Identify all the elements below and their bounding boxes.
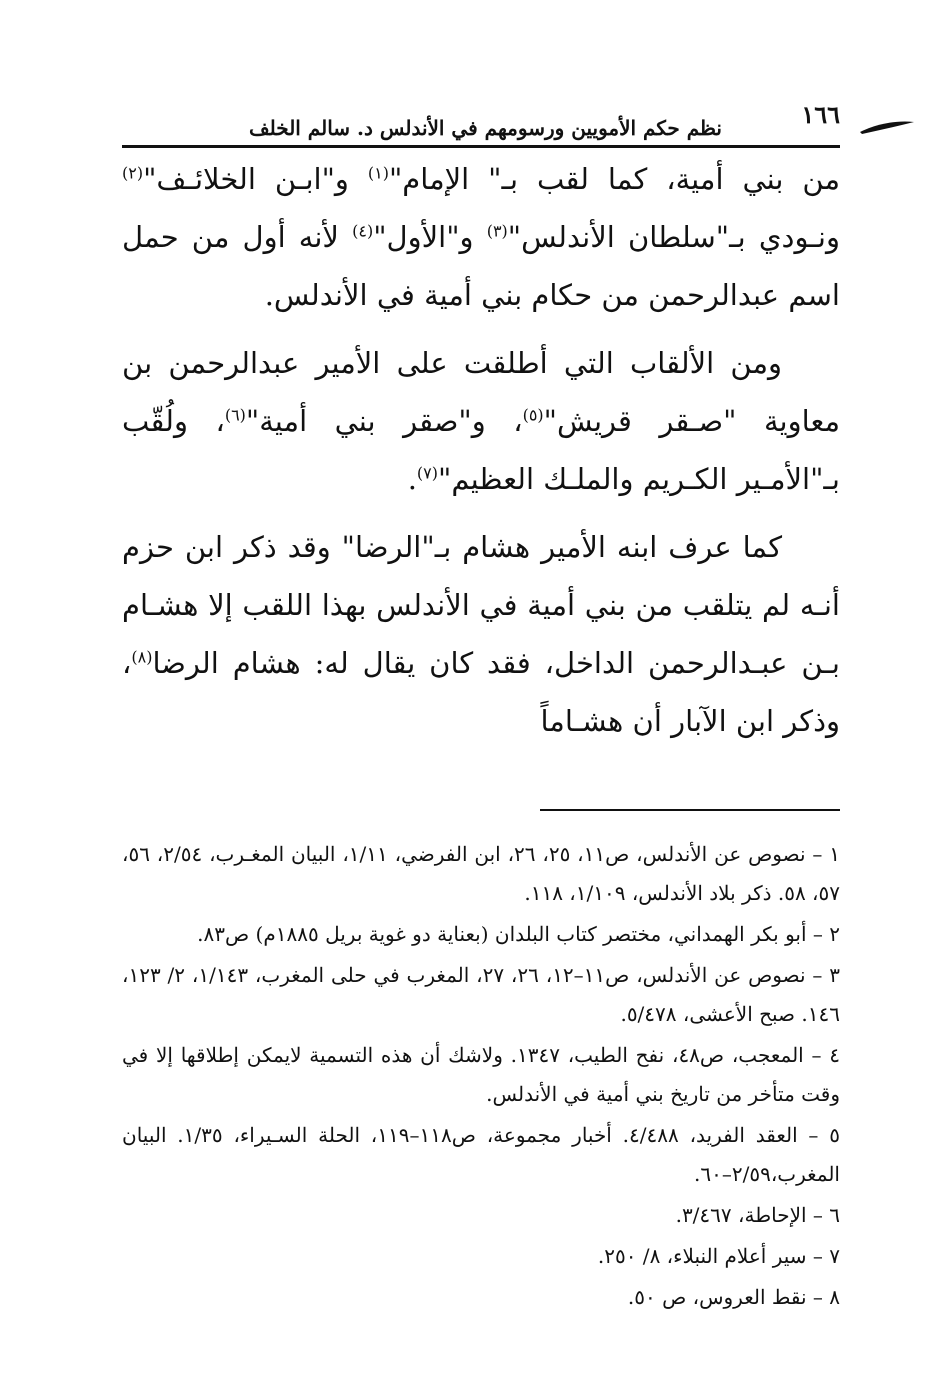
footnote-5: ٥ – العقد الفريد، ٤/٤٨٨. أخبار مجموعة، ص١١٨–١١٩، الحلة السـيراء، ١/٣٥. البيان المغرب،٢/٥٩–٦٠. [122,1123,840,1186]
footnote-3: ٣ – نصوص عن الأندلس، ص١١–١٢، ٢٦، ٢٧، المغرب في حلى المغرب، ١/١٤٣، ٢/ ١٢٣، ١٤٦. صبح الأعشى، ٥/٤٧٨. [122,963,841,1026]
footnotes [122,835,840,1319]
text-run: ، وذكر ابن الآبار أن هشـاماً [122,646,840,738]
text-run: ومن الألقاب التي أطلقت على الأمير عبدالرحمن بن معاوية "صـقر قريش" [122,346,840,438]
paragraph-1 [122,150,840,324]
footnote-ref: (٢) [122,163,144,183]
text-run: من بني أمية، كما لقب بـ" الإمام" [388,162,840,196]
text-run: و"ابـن الخلائـف" [143,162,368,196]
running-title: نظم حكم الأمويين ورسومهم في الأندلس د. سالم الخلف [248,116,722,140]
text-run: لأنه أول من حمل اسم عبدالرحمن من حكام بني أمية في الأندلس. [122,220,840,312]
footnote-ref: (٣) [486,221,508,241]
header-rule [122,145,840,148]
footnote-1: ١ – نصوص عن الأندلس، ص١١، ٢٥، ٢٦، ابن الفرضي، ١/١١، البيان المغـرب، ٢/٥٤، ٥٦، ٥٧، ٥٨. ذكر بلاد الأندلس، ١/١٠٩، ١١٨. [122,842,840,905]
text-run: . [407,462,417,496]
footnote-8: ٨ – نقط العروس، ص ٥٠. [627,1285,840,1309]
main-text [122,150,840,760]
footnote-ref: (٨) [131,647,153,667]
text-run: و"الأول" [373,220,487,254]
text-run: ، و"صقر بني أمية" [245,404,523,438]
footnote-ref: (٤) [352,221,374,241]
paragraph-2 [122,334,840,508]
footnote-ref: (٧) [416,463,439,483]
footnote-separator [540,809,840,811]
footnote-ref: (٦) [224,405,246,425]
text-run: ونـودي بـ"سلطان الأندلس" [507,220,840,254]
ink-mark-decoration [858,118,916,136]
footnote-7: ٧ – سير أعلام النبلاء، ٨/ ٢٥٠. [597,1244,840,1268]
footnote-2: ٢ – أبو بكر الهمداني، مختصر كتاب البلدان (بعناية دو غوية بريل ١٨٨٥م) ص٨٣. [197,922,840,946]
footnote-6: ٦ – الإحاطة، ٣/٤٦٧. [675,1203,840,1227]
page-header [122,100,840,140]
text-run: ، ولُقّب بـ"الأمـير الكـريم والملـك العظيم" [122,404,840,496]
paragraph-3 [122,518,840,750]
page-number: ١٦٦ [801,100,840,129]
footnote-4: ٤ – المعجب، ص٤٨، نفح الطيب، ١٣٤٧. ولاشك أن هذه التسمية لايمكن إطلاقها إلا في وقت متأخر من تاريخ بني أمية في الأندلس. [122,1043,840,1106]
footnote-ref: (٥) [522,405,544,425]
footnote-ref: (١) [367,163,389,183]
text-run: كما عرف ابنه الأمير هشام بـ"الرضا" وقد ذكر ابن حزم أنـه لم يتلقب من بني أمية في الأندلس بهذا اللقب إلا هشـام بـن عبـدالرحمن الداخل، فقد كان يقال له: هشام الرضا [122,530,840,680]
